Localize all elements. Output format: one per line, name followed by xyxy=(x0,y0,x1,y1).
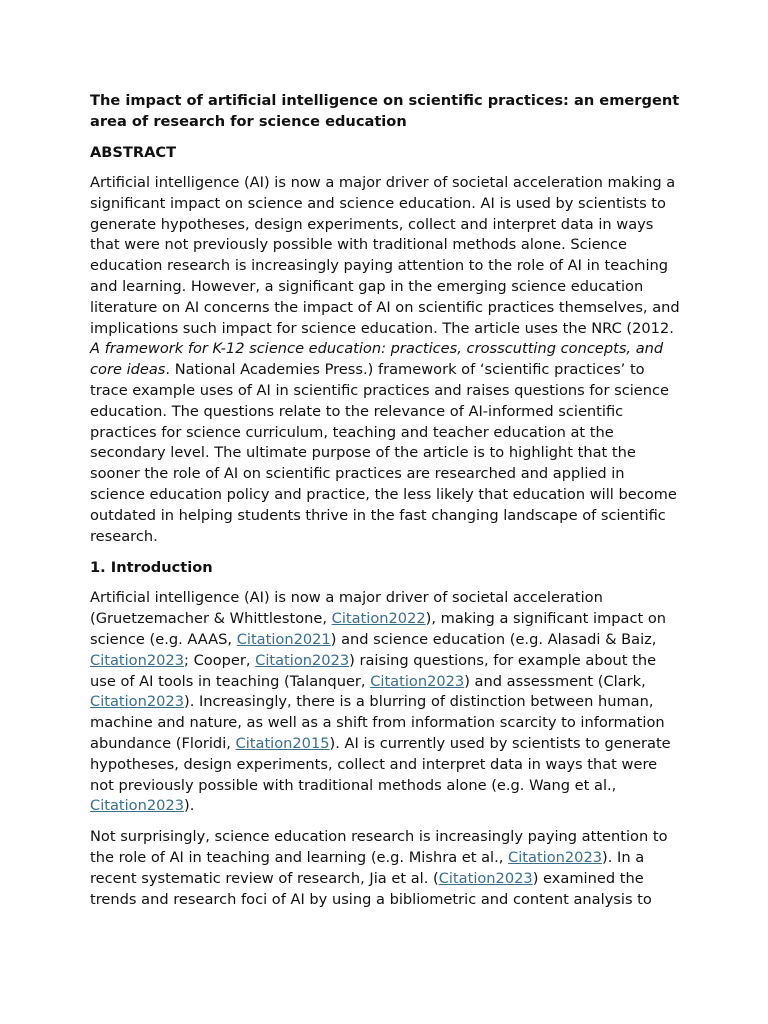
intro-p1-text: ) raising questions, for example about the use of AI tools in teaching (Talanquer, xyxy=(90,651,657,690)
intro-p2-text: ) examined the trends and research foci of AI by using a bibliometric and content analysis to xyxy=(90,869,652,908)
abstract-text-1: Artificial intelligence (AI) is now a major driver of societal acceleration making a significant impact on science and science education. AI is used by scientists to generate hypotheses, design experiments, collect and interpret data in ways that were not previously possible with traditional methods alone. Science education research is increasingly paying attention to the role of AI in teaching and learning. However, a significant gap in the emerging science education literature on AI concerns the impact of AI on scientific practices themselves, and implications such impact for science education. The article uses the NRC (2012. xyxy=(90,174,680,337)
intro-p1-text: ) and assessment (Clark, xyxy=(464,672,646,690)
intro-p1-text: ), making a significant impact on science (e.g. AAAS, xyxy=(90,610,667,648)
citation-link[interactable]: Citation2015 xyxy=(235,734,330,752)
article-title: The impact of artificial intelligence on scientific practices: an emergent area of research for science education xyxy=(90,92,680,130)
intro-p1-text: ). Increasingly, there is a blurring of distinction between human, machine and nature, as well as a shift from information scarcity to information abundance (Floridi, xyxy=(90,693,665,752)
intro-p1-text: ; Cooper, xyxy=(184,651,256,669)
citation-link[interactable]: Citation2023 xyxy=(90,797,185,815)
citation-link[interactable]: Citation2023 xyxy=(90,651,185,669)
abstract-italic-title: A framework for K-12 science education: practices, crosscutting concepts, and core ideas xyxy=(90,340,664,379)
abstract-text-2: . National Academies Press.) framework of ‘scientific practices’ to trace example uses of AI in scientific practices and raises questions for science education. The questions relate to the relevance of AI-informed scientific practices for science curriculum, teaching and teacher education at the secondary level. The ultimate purpose of the article is to highlight that the sooner the role of AI on scientific practices are researched and applied in science education policy and practice, the less likely that education will become outdated in helping students thrive in the fast changing landscape of scientific research. xyxy=(90,361,677,545)
citation-link[interactable]: Citation2023 xyxy=(438,869,533,887)
article xyxy=(90,90,682,920)
intro-p2-text: Not surprisingly, science education research is increasingly paying attention to the role of AI in teaching and learning (e.g. Mishra et al., xyxy=(90,828,668,866)
citation-link[interactable]: Citation2023 xyxy=(90,693,185,711)
citation-link[interactable]: Citation2021 xyxy=(236,630,331,648)
abstract-paragraph xyxy=(90,173,682,547)
citation-link[interactable]: Citation2023 xyxy=(508,848,603,866)
introduction-heading: 1. Introduction xyxy=(90,559,213,577)
intro-paragraph-2 xyxy=(90,827,682,910)
citation-link[interactable]: Citation2023 xyxy=(255,651,350,669)
intro-p1-text: ) and science education (e.g. Alasadi & Baiz, xyxy=(330,630,657,648)
intro-p1-text: ). AI is currently used by scientists to generate hypotheses, design experiments, collect and interpret data in ways that were not previously possible with traditional methods alone (e.g. Wang et al., xyxy=(90,734,671,794)
intro-p1-text: Artificial intelligence (AI) is now a major driver of societal acceleration (Gruetzemacher & Whittlestone, xyxy=(90,589,603,628)
citation-link[interactable]: Citation2022 xyxy=(331,610,426,628)
citation-link[interactable]: Citation2023 xyxy=(370,672,465,690)
intro-paragraph-1 xyxy=(90,588,682,817)
intro-p1-text: ). xyxy=(184,797,195,815)
intro-p2-text: ). In a recent systematic review of research, Jia et al. ( xyxy=(90,848,645,887)
abstract-heading: ABSTRACT xyxy=(90,144,177,161)
